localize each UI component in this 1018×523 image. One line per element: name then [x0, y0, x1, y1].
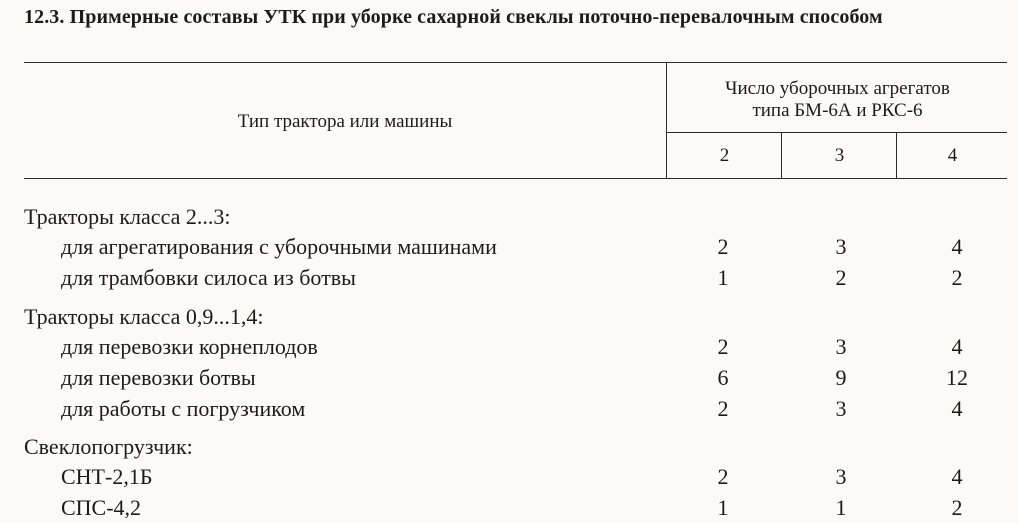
- row-label: СПС-4,2: [61, 495, 142, 520]
- cell-value-3: 3: [835, 396, 847, 421]
- table-row: [0, 332, 1018, 362]
- cell-value-2: 2: [717, 234, 729, 259]
- row-label: для работы с погрузчиком: [61, 396, 306, 421]
- cell-value-2: 6: [717, 365, 729, 390]
- row-label: Свеклопогрузчик:: [24, 434, 193, 459]
- cell-value-4: 2: [951, 495, 963, 520]
- header-count-4: 4: [947, 145, 958, 166]
- cell-value-4: 4: [951, 334, 963, 359]
- cell-value-3: 2: [835, 265, 847, 290]
- header-type-cell: Тип трактора или машины: [237, 111, 453, 132]
- cell-value-2: 1: [717, 495, 729, 520]
- header-bottom-rule: [24, 178, 1007, 179]
- table-row: [0, 394, 1018, 424]
- cell-value-2: 2: [717, 334, 729, 359]
- cell-value-4: 4: [951, 396, 963, 421]
- cell-value-4: 4: [951, 234, 963, 259]
- header-group-line1: Число уборочных агрегатов: [725, 78, 950, 99]
- cell-value-2: 2: [717, 396, 729, 421]
- table-row: [0, 462, 1018, 492]
- row-label: Тракторы класса 0,9...1,4:: [24, 304, 264, 329]
- row-label: для перевозки ботвы: [61, 365, 256, 390]
- table-caption: 12.3. Примерные составы УТК при уборке сахарной свеклы поточно-перевалочным способом: [24, 6, 883, 28]
- row-label: СНТ-2,1Б: [61, 464, 153, 489]
- header-divider-col3: [781, 132, 782, 178]
- table-top-rule: [24, 62, 1007, 63]
- cell-value-3: 9: [835, 365, 847, 390]
- header-count-3: 3: [834, 145, 845, 166]
- row-label: для агрегатирования с уборочными машинами: [61, 234, 497, 259]
- cell-value-4: 12: [946, 365, 968, 390]
- table-row-group-tractors-2-3: [0, 202, 1018, 232]
- row-label: для перевозки корнеплодов: [61, 334, 318, 359]
- cell-value-4: 2: [951, 265, 963, 290]
- header-divider-col4: [896, 132, 897, 178]
- header-group-rule: [666, 132, 1007, 133]
- header-divider-type: [666, 62, 667, 178]
- header-group-title: [668, 78, 1007, 122]
- row-label: для трамбовки силоса из ботвы: [61, 265, 356, 290]
- cell-value-4: 4: [951, 464, 963, 489]
- cell-value-3: 3: [835, 234, 847, 259]
- table-row: [0, 363, 1018, 393]
- cell-value-3: 1: [835, 495, 847, 520]
- row-label: Тракторы класса 2...3:: [24, 204, 231, 229]
- table-row: [0, 263, 1018, 293]
- cell-value-2: 2: [717, 464, 729, 489]
- cell-value-3: 3: [835, 334, 847, 359]
- table-row: [0, 493, 1018, 523]
- table-row: [0, 232, 1018, 262]
- cell-value-2: 1: [717, 265, 729, 290]
- header-count-2: 2: [719, 145, 730, 166]
- table-row-group-beet-loader: [0, 432, 1018, 462]
- cell-value-3: 3: [835, 464, 847, 489]
- header-group-line2: типа БМ-6А и РКС-6: [752, 100, 923, 121]
- table-row-group-tractors-0-9: [0, 302, 1018, 332]
